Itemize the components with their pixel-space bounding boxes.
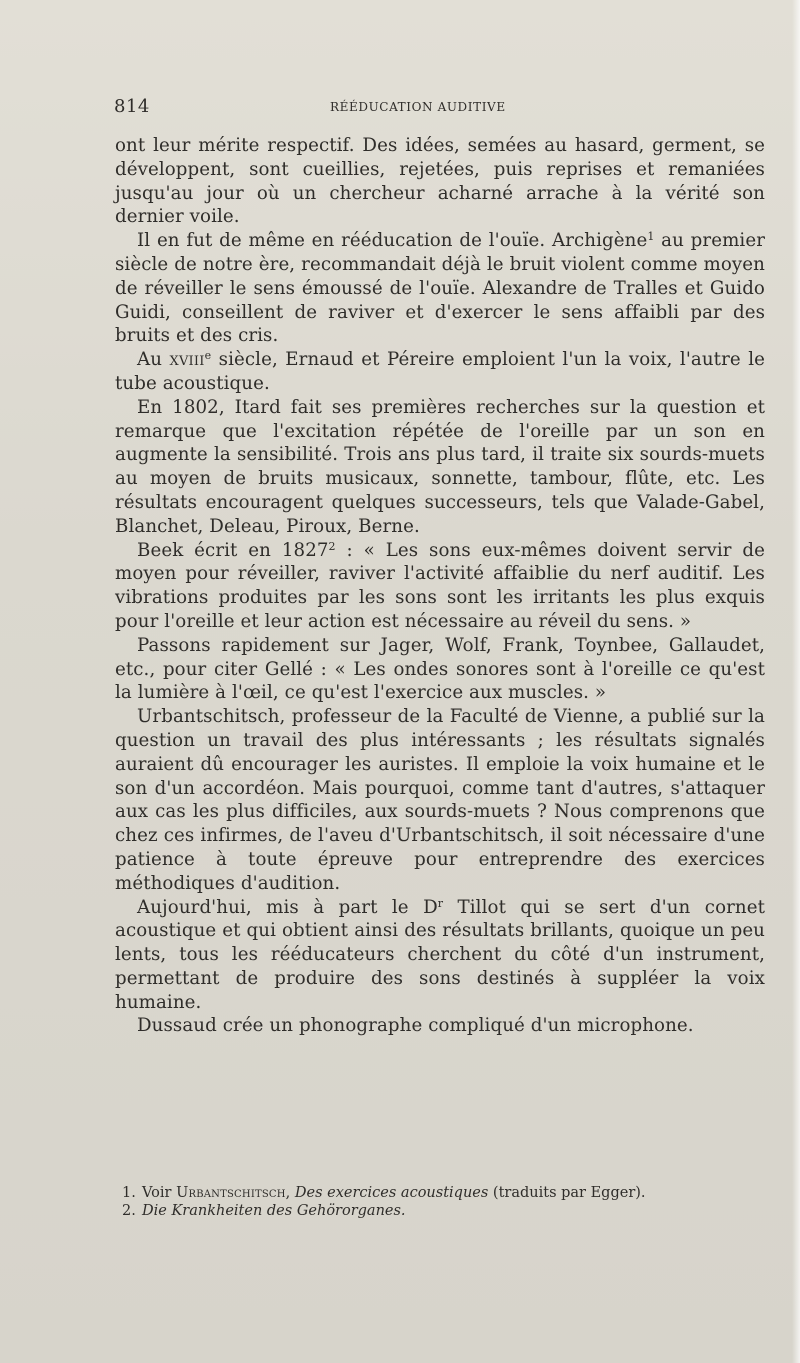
footnote-marker: 1 xyxy=(647,230,655,244)
paragraph-text: Tillot qui se sert d'un cornet acoustique et qui obtient ainsi des résultats brillants, quoique un peu lents, tous les rééducateurs cherchent du côté d'un instrument, permettant de produire des sons destinés à suppléer la voix humaine. xyxy=(115,896,765,1013)
footnote xyxy=(118,1184,768,1202)
body-text xyxy=(115,134,765,1038)
paragraph: Dussaud crée un phonographe compliqué d'un microphone. xyxy=(137,1015,694,1037)
paragraph xyxy=(115,539,765,634)
paragraph: En 1802, Itard fait ses premières recherches sur la question et remarque que l'excitation répétée de l'oreille par un son en augmente la sensibilité. Trois ans plus tard, il traite six sourds-muets au moyen de bruits musicaux, sonnette, tambour, flûte, etc. Les résultats encouragent quelques successeurs, tels que Valade-Gabel, Blanchet, Deleau, Piroux, Berne. xyxy=(115,396,765,537)
paragraph xyxy=(115,348,765,396)
paragraph: ont leur mérite respectif. Des idées, semées au hasard, germent, se développent, sont cueillies, rejetées, puis reprises et remaniées jusqu'au jour où un chercheur acharné arrache à la vérité son dernier voile. xyxy=(115,135,765,228)
paragraph xyxy=(115,896,765,1015)
century-numeral: xviii xyxy=(169,349,205,371)
title-superscript: r xyxy=(437,896,444,910)
footnote-marker: 2 xyxy=(328,539,336,553)
page-header xyxy=(114,96,654,124)
paragraph-text: Il en fut de même en rééducation de l'ouïe. Archigène xyxy=(137,230,648,252)
century-superscript: e xyxy=(204,349,212,363)
footnote-prefix: Voir xyxy=(142,1185,177,1201)
footnote-author: Urbantschitsch xyxy=(176,1185,286,1201)
footnote-suffix: (traduits par Egger). xyxy=(488,1185,646,1201)
paragraph-text: Aujourd'hui, mis à part le D xyxy=(137,896,438,918)
paragraph-text: Beek écrit en 1827 xyxy=(137,539,329,561)
paragraph-text: Au xyxy=(137,349,170,371)
paragraph xyxy=(115,229,765,348)
page-number: 814 xyxy=(114,96,150,117)
footnote-number: 2. xyxy=(122,1203,136,1220)
footnote xyxy=(118,1202,768,1220)
running-title: RÉÉDUCATION AUDITIVE xyxy=(330,100,506,114)
paragraph-text: siècle, Ernaud et Péreire emploient l'un la voix, l'autre le tube acoustique. xyxy=(115,349,765,394)
footnote-number: 1. xyxy=(122,1185,136,1201)
footnote-title: Des exercices acoustiques xyxy=(294,1185,489,1201)
footnote-separator: , xyxy=(285,1185,295,1201)
paragraph-text: : « Les sons eux-mêmes doivent servir de moyen pour réveiller, raviver l'activité affaiblie du nerf auditif. Les vibrations produites par les sons sont les irritants les plus exquis pour l'oreille et leur action est nécessaire au réveil du sens. » xyxy=(115,539,765,632)
paragraph-text: au premier siècle de notre ère, recommandait déjà le bruit violent comme moyen de réveiller le sens émoussé de l'ouïe. Alexandre de Tralles et Guido Guidi, conseillent de raviver et d'exercer le sens affaibli par des bruits et des cris. xyxy=(115,230,765,347)
footnotes xyxy=(118,1184,768,1220)
paragraph: Urbantschitsch, professeur de la Faculté de Vienne, a publié sur la question un travail des plus intéressants ; les résultats signalés auraient dû encourager les auristes. Il emploie la voix humaine et le son d'un accordéon. Mais pourquoi, comme tant d'autres, s'attaquer aux cas les plus difficiles, aux sourds-muets ? Nous comprenons que chez ces infirmes, de l'aveu d'Urbantschitsch, il soit nécessaire d'une patience à toute épreuve pour entreprendre des exercices méthodiques d'audition. xyxy=(115,706,765,894)
footnote-title: Die Krankheiten des Gehörorganes. xyxy=(142,1203,406,1220)
paragraph: Passons rapidement sur Jager, Wolf, Frank, Toynbee, Gallaudet, etc., pour citer Gellé : « Les ondes sonores sont à l'oreille ce qu'est la lumière à l'œil, ce qu'est l'exercice aux muscles. » xyxy=(115,634,765,704)
